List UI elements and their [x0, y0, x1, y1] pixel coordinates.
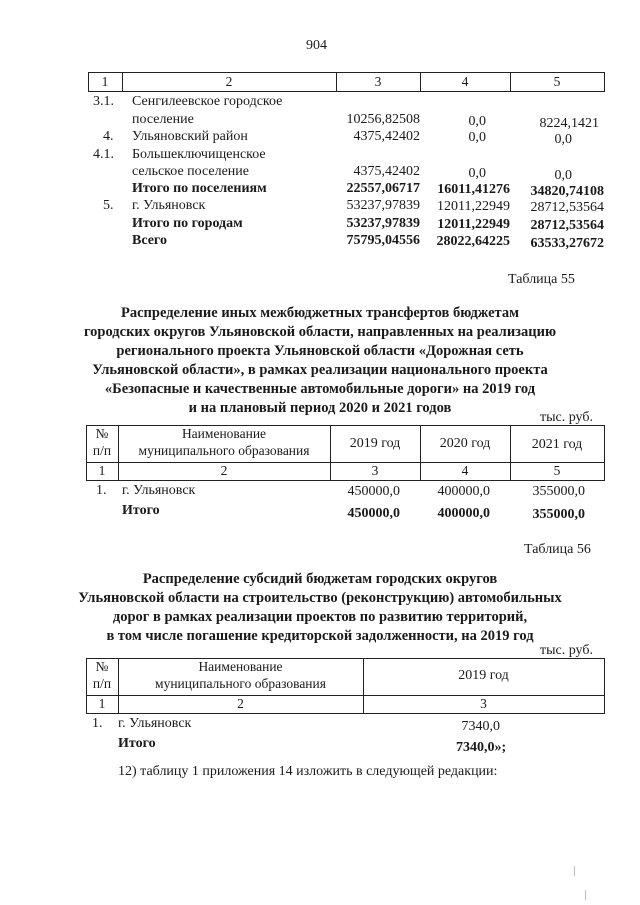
value-cell: 400000,0 [437, 506, 490, 521]
scan-mark [574, 866, 575, 876]
header-num: № [95, 659, 109, 674]
column-number: 3 [371, 463, 379, 478]
subtotal-label: Итого по городам [132, 216, 243, 231]
header-name: муниципального образования [155, 676, 326, 691]
title-line: в том числе погашение кредиторской задолженности, на 2019 год [106, 628, 534, 644]
header-name: Наименование [181, 426, 267, 441]
row-name: Ульяновский район [132, 129, 248, 144]
value-cell: 12011,22949 [437, 199, 510, 214]
value-cell: 355000,0 [532, 484, 585, 499]
row-name: г. Ульяновск [122, 483, 196, 498]
table-label: Таблица 56 [524, 542, 591, 557]
value-cell: 4375,42402 [353, 164, 420, 179]
total-label: Итого [122, 503, 160, 518]
page-number: 904 [306, 38, 327, 53]
column-number: 3 [480, 696, 487, 711]
title-line: Распределение иных межбюджетных трансфертов бюджетам [121, 305, 519, 321]
value-cell: 400000,0 [437, 484, 490, 499]
header-cell: 5 [553, 74, 561, 89]
value-cell: 28022,64225 [436, 234, 510, 249]
row-name: сельское поселение [132, 164, 249, 179]
value-cell: 7340,0 [461, 719, 500, 734]
value-cell: 22557,06717 [346, 181, 420, 196]
total-label: Итого [118, 736, 156, 751]
value-cell: 450000,0 [347, 484, 400, 499]
column-number: 2 [237, 696, 244, 711]
header-year: 2020 год [439, 436, 491, 451]
value-cell: 75795,04556 [346, 233, 420, 248]
header-num: № [95, 426, 109, 441]
title-line: регионального проекта Ульяновской области «Дорожная сеть [116, 343, 524, 359]
header-year: 2019 год [349, 436, 401, 451]
value-cell: 53237,97839 [346, 216, 420, 231]
value-cell: 10256,82508 [346, 112, 420, 127]
header-cell: 3 [374, 74, 382, 89]
table-label: Таблица 55 [508, 272, 575, 287]
units-label: тыс. руб. [540, 410, 593, 425]
body-paragraph: 12) таблицу 1 приложения 14 изложить в следующей редакции: [118, 764, 498, 779]
header-cell: 1 [101, 74, 109, 89]
value-cell: 28712,53564 [530, 218, 604, 233]
value-cell: 4375,42402 [353, 129, 420, 144]
title-line: «Безопасные и качественные автомобильные дороги» на 2019 год [104, 381, 536, 397]
title-line: дорог в рамках реализации проектов по развитию территорий, [112, 609, 528, 625]
row-number: 3.1. [93, 94, 114, 109]
title-line: городских округов Ульяновской области, направленных на реализацию [83, 324, 557, 340]
header-num: п/п [92, 676, 112, 691]
row-number: 5. [103, 198, 114, 213]
value-cell: 53237,97839 [346, 198, 420, 213]
title-line: и на плановый период 2020 и 2021 годов [188, 400, 452, 416]
column-number: 2 [220, 463, 228, 478]
row-number: 4. [103, 129, 114, 144]
value-cell: 0,0 [468, 166, 486, 181]
value-cell: 28712,53564 [530, 200, 604, 215]
column-number: 1 [98, 696, 106, 711]
row-name: Сенгилеевское городское [132, 94, 283, 109]
row-name: г. Ульяновск [118, 716, 192, 731]
value-cell: 63533,27672 [530, 236, 604, 251]
subtotal-label: Итого по поселениям [132, 181, 267, 196]
header-year: 2021 год [531, 437, 583, 452]
header-cell: 4 [461, 74, 469, 89]
column-number: 5 [553, 463, 561, 478]
row-number: 1. [92, 716, 103, 731]
units-label: тыс. руб. [540, 643, 593, 658]
header-year: 2019 год [458, 668, 509, 683]
value-cell: 355000,0 [532, 507, 585, 522]
column-number: 4 [461, 463, 469, 478]
row-name: г. Ульяновск [132, 198, 206, 213]
value-cell: 16011,41276 [437, 182, 510, 197]
header-name: муниципального образования [138, 443, 310, 458]
title-line: Распределение субсидий бюджетам городских округов [142, 571, 498, 587]
header-num: п/п [92, 443, 112, 458]
column-number: 1 [98, 463, 106, 478]
row-name: Большеключищенское [132, 147, 266, 162]
row-number: 4.1. [93, 147, 114, 162]
row-number: 1. [96, 483, 107, 498]
row-name: поселение [132, 112, 194, 127]
value-cell: 0,0 [554, 132, 572, 147]
value-cell: 0,0 [468, 130, 486, 145]
value-cell: 0,0 [554, 168, 572, 183]
value-cell: 12011,22949 [437, 217, 510, 232]
scan-mark [585, 890, 586, 900]
header-name: Наименование [198, 659, 283, 674]
title-line: Ульяновской области», в рамках реализации национального проекта [92, 362, 548, 378]
title-line: Ульяновской области на строительство (реконструкцию) автомобильных [78, 590, 562, 606]
total-label: Всего [132, 233, 167, 248]
value-cell: 8224,1421 [539, 116, 599, 131]
value-cell: 450000,0 [347, 506, 400, 521]
value-cell: 0,0 [468, 114, 486, 129]
value-cell: 7340,0»; [456, 740, 507, 755]
value-cell: 34820,74108 [530, 184, 604, 199]
header-cell: 2 [225, 74, 233, 89]
